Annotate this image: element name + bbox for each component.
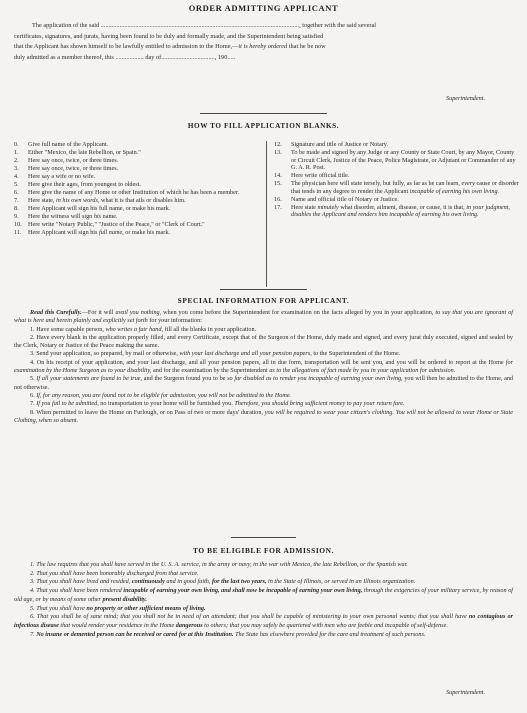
text-part: 5. That you shall have <box>30 604 87 612</box>
text-part: 7. <box>30 630 37 638</box>
text-part: 7. <box>30 400 37 408</box>
special-item-7 <box>14 400 513 408</box>
text-part: 4. On his receipt of your application, and your last discharge, and all your pension papers, all in due form, transportation will be sent you, and you will be ordered to report at the Home <box>30 358 506 366</box>
text-bold: No insane or demented person can be received or cared for at this Institution. <box>36 630 234 638</box>
eligible-item-2: 2. That you shall have been honorably discharged from that service. <box>30 569 199 577</box>
instruction-item <box>14 181 261 189</box>
instruction-item <box>14 173 261 181</box>
item-text-part: The physician here will state tersely, but fully, as far as he can learn, <box>291 180 462 188</box>
item-text <box>28 229 261 237</box>
item-text-part: what it is that ails or disables him. <box>99 196 186 204</box>
item-text: Signature and title of Justice or Notary. <box>291 141 389 148</box>
item-number: 10. <box>14 220 22 228</box>
text-emphasis: If, for any reason, you are found not to be eligible for admission, you will not be admitted to the Home. <box>36 391 292 399</box>
item-number: 14. <box>274 172 282 180</box>
item-number: 6. <box>14 188 19 196</box>
text-bold: present disability. <box>102 595 147 603</box>
eligible-item-5 <box>14 605 513 614</box>
order-paragraph <box>14 21 513 63</box>
item-number: 5. <box>14 180 19 188</box>
item-text: Here write "Notary Public," "Justice of the Peace," or "Clerk of Court." <box>28 220 205 228</box>
instruction-item <box>14 141 261 149</box>
how-to-fill-title: HOW TO FILL APPLICATION BLANKS. <box>187 122 340 130</box>
item-number: 7. <box>14 196 19 204</box>
item-text-part: name. <box>101 212 118 220</box>
item-text-emphasis: incapable of earning his own living. <box>409 187 500 195</box>
eligible-item-7 <box>14 631 513 640</box>
text-part: when you come before the Superintendent for examination on the facts alleged by you in your application, <box>161 309 436 316</box>
eligible-superintendent-signature: Superintendent. <box>446 689 486 696</box>
instruction-item <box>274 172 520 180</box>
item-text: Either "Mexico, the late Rebellion, or Spain." <box>28 148 141 156</box>
eligible-item-3 <box>14 578 513 587</box>
divider-rule <box>231 537 296 538</box>
divider-rule <box>200 113 327 114</box>
text-part: 3. That you shall have lived and resided, <box>30 578 132 586</box>
instructions-left-column <box>14 141 261 237</box>
item-number: 12. <box>274 141 282 148</box>
order-line-3 <box>14 42 513 53</box>
item-text <box>291 204 520 219</box>
text-part: through the exigencies of your military service, by reason of old age, or by means of some other <box>14 587 514 603</box>
text-emphasis: If all your statements are found to be true, <box>36 375 143 383</box>
text-emphasis: for examination by the Home Surgeon as to your disability, <box>14 358 513 375</box>
eligible-item-6 <box>14 613 513 630</box>
special-info-title: SPECIAL INFORMATION FOR APPLICANT. <box>177 296 350 305</box>
item-number: 11. <box>14 228 22 236</box>
order-superintendent-signature: Superintendent. <box>446 95 486 102</box>
item-number: 13. <box>274 148 282 156</box>
item-text-emphasis: in his own words, <box>56 196 100 204</box>
text-bold: no property or other sufficient means of living. <box>86 604 206 612</box>
item-number: 0. <box>14 141 19 148</box>
column-divider <box>266 141 267 287</box>
instruction-item <box>14 157 261 165</box>
item-text <box>291 180 520 195</box>
item-text: Here write official title. <box>291 172 350 180</box>
instruction-item <box>14 197 261 205</box>
eligible-item-4 <box>14 587 513 604</box>
item-text-part: Here Applicant will sign his <box>28 228 99 236</box>
text-part: 3. Send your application, so prepared, by mail or otherwise, <box>30 350 180 358</box>
text-part: for your information: <box>147 317 202 325</box>
eligible-title: TO BE ELIGIBLE FOR ADMISSION. <box>192 546 335 555</box>
text-emphasis: who writes a fair hand, <box>105 325 164 333</box>
item-number: 2. <box>14 156 19 164</box>
instruction-item <box>274 180 520 195</box>
item-text-part: cause or disorder that tends in any degree to render the Applicant <box>291 180 519 195</box>
item-text-part: Here state <box>291 203 318 211</box>
item-number: 16. <box>274 195 282 203</box>
text-part: and the Surgeon found you to be <box>142 375 228 383</box>
text-emphasis: If you fail to be admitted, <box>36 400 99 408</box>
instruction-item <box>274 196 520 204</box>
item-number: 8. <box>14 204 19 212</box>
item-number: 1. <box>14 148 19 156</box>
text-part: 4. That you shall have been rendered <box>30 587 124 595</box>
item-text-emphasis: every <box>461 180 475 188</box>
text-part: The State has elsewhere provided for the care and treatment of such persons. <box>233 630 426 638</box>
text-bold: dangerous <box>175 621 203 629</box>
item-text <box>28 213 261 221</box>
item-text: Here give the name of any Home or other Institution of which he has been a member. <box>28 188 240 196</box>
text-emphasis: you will be required to wear your citizen's clothing. <box>264 408 394 416</box>
item-number: 3. <box>14 164 19 172</box>
text-part: 6. That you shall be of sane mind; that you shall not be in need of an attendant; that you shall be capable of ministering to your own personal wants; that you shall have <box>30 613 469 621</box>
text-emphasis: You will not be allowed to wear Home or State Clothing, when so absent. <box>14 408 513 424</box>
text-part: that would render your residence in the Home <box>58 621 176 629</box>
item-text: Name and official title of Notary or Justice. <box>291 195 399 203</box>
text-emphasis: so far disabled as to render you incapable of earning your own living, <box>227 375 403 383</box>
instruction-item <box>14 221 261 229</box>
item-text: Here say once, twice, or three times. <box>28 164 119 172</box>
text-emphasis: to say that you are ignorant of what is here and herein plainly and explicitly set forth <box>14 309 514 325</box>
instruction-item <box>274 204 520 219</box>
text-part: —For it will <box>81 309 116 316</box>
text-part: no transportation to your home will be furnished you. <box>98 400 235 408</box>
special-item-3 <box>14 350 513 358</box>
text-part: and in good faith, <box>164 578 212 586</box>
item-text-emphasis: his <box>93 212 102 220</box>
item-text <box>28 197 261 205</box>
item-text-part: Here the witness will sign <box>28 212 94 220</box>
order-line-3-emphasis: it is hereby ordered <box>238 43 288 50</box>
text-part: you will then be admitted to the Home, and not otherwise. <box>14 375 514 391</box>
special-item-2: 2. Have every blank in the application properly filled, and every Certificate, except that of the Surgeon of the Home, duly made and signed, and every jurat duly executed, signed and sealed by the Clerk, Notary or Justice of the Peace making the same. <box>14 333 513 350</box>
item-number: 15. <box>274 180 282 188</box>
text-part: 1. Have some capable person, <box>30 325 106 333</box>
instruction-item <box>14 189 261 197</box>
item-number: 17. <box>274 203 282 211</box>
text-bold: incapable of earning your own living, and shall now be incapable of earning your own living, <box>123 587 363 595</box>
instructions-right-column <box>274 141 520 219</box>
item-text-part: or make his mark. <box>123 228 170 236</box>
item-text-emphasis: full name, <box>98 228 124 236</box>
special-item-8 <box>14 409 513 426</box>
item-text: Here say once, twice, or three times. <box>28 156 119 164</box>
text-part: in the State of Illinois, or served in an Illinois organization. <box>266 578 416 586</box>
text-part: 6. <box>30 391 37 399</box>
text-emphasis: avail you nothing, <box>115 309 162 316</box>
item-text: To be made and signed by any Judge or any County or State Court, by any Mayor, County or Circuit Clerk, Justice of the Peace, Police Magistrate, or Adjutant or Commander of any G. A. R. Post. <box>291 148 516 172</box>
item-text-emphasis: minutely <box>317 203 339 211</box>
item-text: Here give their ages, from youngest to oldest. <box>28 180 141 188</box>
instruction-item <box>14 165 261 173</box>
order-line-4: duly admitted as a member thereof, this .................. day of.................................., 190..... <box>14 53 236 61</box>
order-line-3-text: that the Applicant has shown himself to be lawfully entitled to admission to the Home,— <box>14 43 239 50</box>
order-title: ORDER ADMITTING APPLICANT <box>188 3 339 13</box>
instruction-item <box>14 213 261 221</box>
special-info-body <box>14 309 513 425</box>
divider-rule <box>220 289 307 290</box>
text-part: to the Superintendent of the Home. <box>311 350 401 358</box>
order-line-1: The application of the said .............................................................................................................................., together with the said several <box>32 22 377 29</box>
text-part: and for the examination by the Superintendent <box>151 367 270 375</box>
special-intro <box>14 309 513 326</box>
item-text-part: Here state, <box>28 196 57 204</box>
order-line-2: certificates, signatures, and jurats, having been found to be duly and formally made, and the Superintendent being satisfied <box>14 32 324 40</box>
text-part: fill all the blanks in your application. <box>163 325 257 333</box>
eligible-item-1: 1. The law requires that you shall have served in the U. S. A. service, in the army or navy, in the war with Mexico, the late Rebellion, or the Spanish war. <box>30 561 408 568</box>
item-number: 4. <box>14 172 19 180</box>
text-emphasis: Therefore, you should bring sufficient money to pay your return fare. <box>234 400 405 408</box>
special-item-4 <box>14 359 513 376</box>
special-item-5 <box>14 375 513 392</box>
item-text: Here say a wife or no wife. <box>28 172 96 180</box>
text-bold: for the last two years, <box>211 578 267 586</box>
item-text-emphasis: in your judgment, disables the Applicant and renders him incapable of earning his own living. <box>291 203 511 219</box>
text-part: 5. <box>30 375 37 383</box>
instruction-item <box>14 149 261 157</box>
order-line-3-end: that he be now <box>287 43 326 50</box>
text-bold: continuously <box>131 578 165 586</box>
instruction-item <box>274 149 520 172</box>
text-emphasis: with your last discharge and all your pension papers, <box>179 350 312 358</box>
eligible-body <box>14 561 513 639</box>
item-text: Give full name of the Applicant. <box>28 141 109 148</box>
item-text: Here Applicant will sign his full name, or make his mark. <box>28 204 171 212</box>
special-intro-heading: Read this Carefully. <box>30 309 82 316</box>
instruction-item <box>14 229 261 237</box>
instruction-item <box>274 141 520 149</box>
item-number: 9. <box>14 212 19 220</box>
text-emphasis: as to the allegations of fact made by you in your application for admission. <box>269 367 456 375</box>
item-text-part: what disorder, ailment, disease, or cause, it is that, <box>338 203 467 211</box>
instruction-item <box>14 205 261 213</box>
text-bold: no contagious or infectious disease <box>14 613 513 629</box>
text-part: 8. When permitted to leave the Home on Furlough, or on Pass of two or more days' duration, <box>30 408 265 416</box>
special-item-1 <box>14 326 513 334</box>
text-part: to others; that you may safely be quartered with men who are feeble and incapable of self-defense. <box>202 621 448 629</box>
special-item-6 <box>14 392 513 400</box>
